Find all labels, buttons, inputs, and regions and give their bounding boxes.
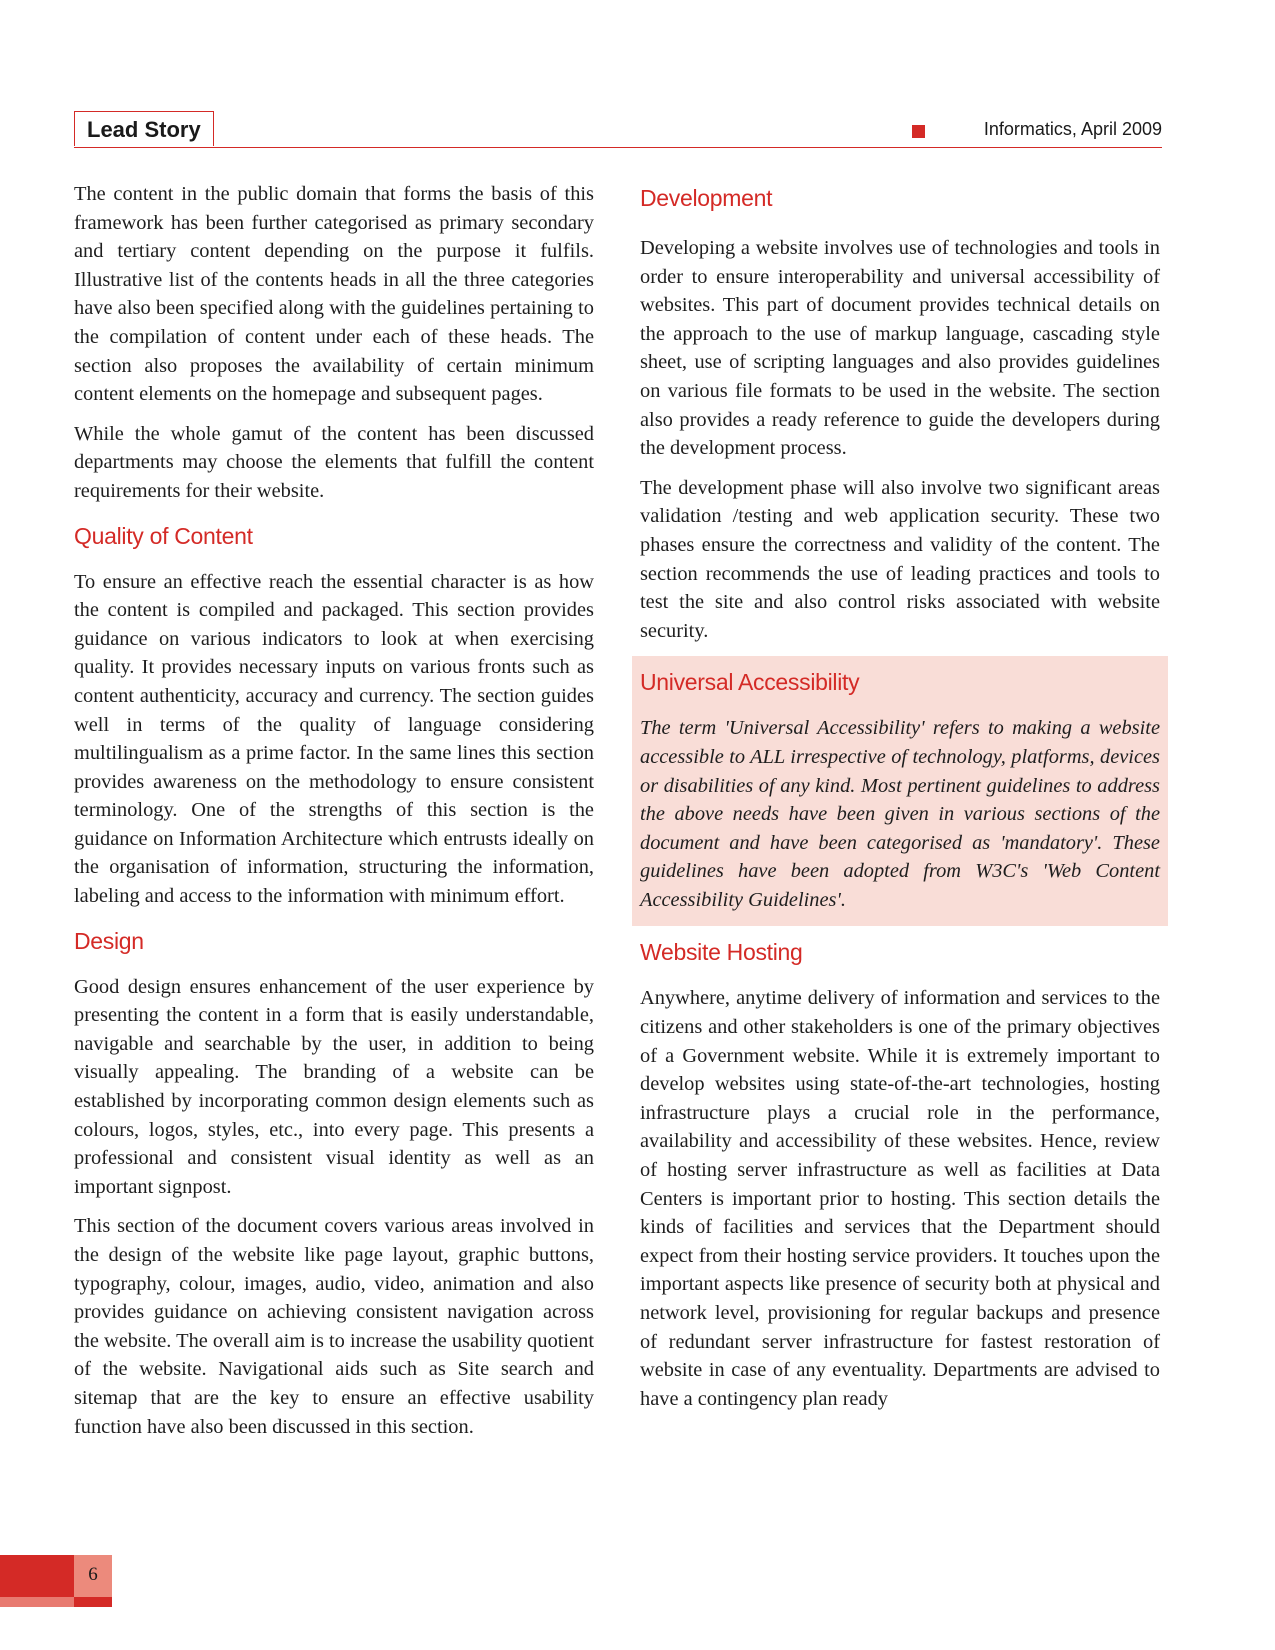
- development-paragraph-2: The development phase will also involve two significant areas validation /testing and web application security. These two phases ensure the correctness and validity of the content. The section recommends the use of leading practices and tools to test the site and also control risks associated with website security.: [640, 476, 1160, 642]
- page-number: 6: [74, 1555, 112, 1597]
- publication-info: Informatics, April 2009: [983, 119, 1162, 139]
- intro-paragraph: The content in the public domain that forms the basis of this framework has been further categorised as primary secondary and tertiary content depending on the purpose it fulfils. Illustrative list of the contents heads in all the three categories have also been specified along with the guidelines pertaining to the compilation of content under each of these heads. The section also proposes the availability of certain minimum content elements on the homepage and subsequent pages.: [74, 183, 594, 406]
- right-column: [640, 180, 1160, 1424]
- accessibility-paragraph: The term 'Universal Accessibility' refers to making a website accessible to ALL irrespective of technology, platforms, devices or disabilities of any kind. Most pertinent guidelines to address the above needs have been given in various sections of the document and have been categorised as 'mandatory'. These guidelines have been adopted from W3C's 'Web Content Accessibility Guidelines'.: [640, 717, 1160, 911]
- page-header: [74, 111, 1162, 148]
- accessibility-heading: Universal Accessibility: [640, 669, 860, 696]
- design-heading: Design: [74, 927, 144, 954]
- quality-paragraph: To ensure an effective reach the essential character is as how the content is compiled and packaged. This section provides guidance on various indicators to look at when exercising quality. It provides necessary inputs on various fronts such as content authenticity, accuracy and currency. The section guides well in terms of the quality of language considering multilingualism as a prime factor. In the same lines this section provides awareness on the methodology to ensure consistent terminology. One of the strengths of this section is the guidance on Information Architecture which entrusts ideally on the organisation of information, structuring the information, labeling and access to the information with minimum effort.: [74, 570, 594, 908]
- accessibility-callout: [632, 656, 1168, 926]
- design-paragraph-2: This section of the document covers various areas involved in the design of the website like page layout, graphic buttons, typography, colour, images, audio, video, animation and also provides guidance on achieving consistent navigation across the website. The overall aim is to increase the usability quotient of the website. Navigational aids such as Site search and sitemap that are the key to ensure an effective usability function have also been discussed in this section.: [74, 1215, 595, 1438]
- quality-heading: Quality of Content: [74, 522, 253, 549]
- intro-paragraph-2: While the whole gamut of the content has been discussed departments may choose the elements that fulfill the content requirements for their website.: [74, 422, 594, 502]
- development-heading: Development: [640, 185, 773, 211]
- section-label: Lead Story: [74, 111, 214, 146]
- design-paragraph: Good design ensures enhancement of the user experience by presenting the content in a form that is easily understandable, navigable and searchable by the user, in addition to being visually appealing. The branding of a website can be established by incorporating common design elements such as colours, logos, styles, etc., into every page. This presents a professional and consistent visual identity as well as an important signpost.: [74, 975, 594, 1198]
- hosting-heading: Website Hosting: [640, 939, 803, 966]
- header-marker: [912, 125, 925, 138]
- hosting-paragraph: Anywhere, anytime delivery of information and services to the citizens and other stakeholders is one of the primary objectives of a Government website. While it is extremely important to develop websites using state-of-the-art technologies, hosting infrastructure plays a crucial role in the performance, availability and accessibility of these websites. Hence, review of hosting server infrastructure as well as facilities at Data Centers is important prior to hosting. This section details the kinds of facilities and services that the Department should expect from their hosting service providers. It touches upon the important aspects like presence of security both at physical and network level, provisioning for regular backups and presence of redundant server infrastructure for fastest restoration of website in case of any eventuality. Departments are advised to have a contingency plan ready: [640, 987, 1160, 1410]
- left-column: [74, 180, 594, 1452]
- page-number-stripe: [74, 1597, 112, 1607]
- development-paragraph: Developing a website involves use of technologies and tools in order to ensure interoperability and universal accessibility of websites. This part of document provides technical details on the approach to the use of markup language, cascading style sheet, use of scripting languages and also provides guidelines on various file formats to be used in the website. The section also provides a ready reference to guide the developers during the development process.: [640, 237, 1160, 460]
- footer-stripe: [0, 1597, 74, 1607]
